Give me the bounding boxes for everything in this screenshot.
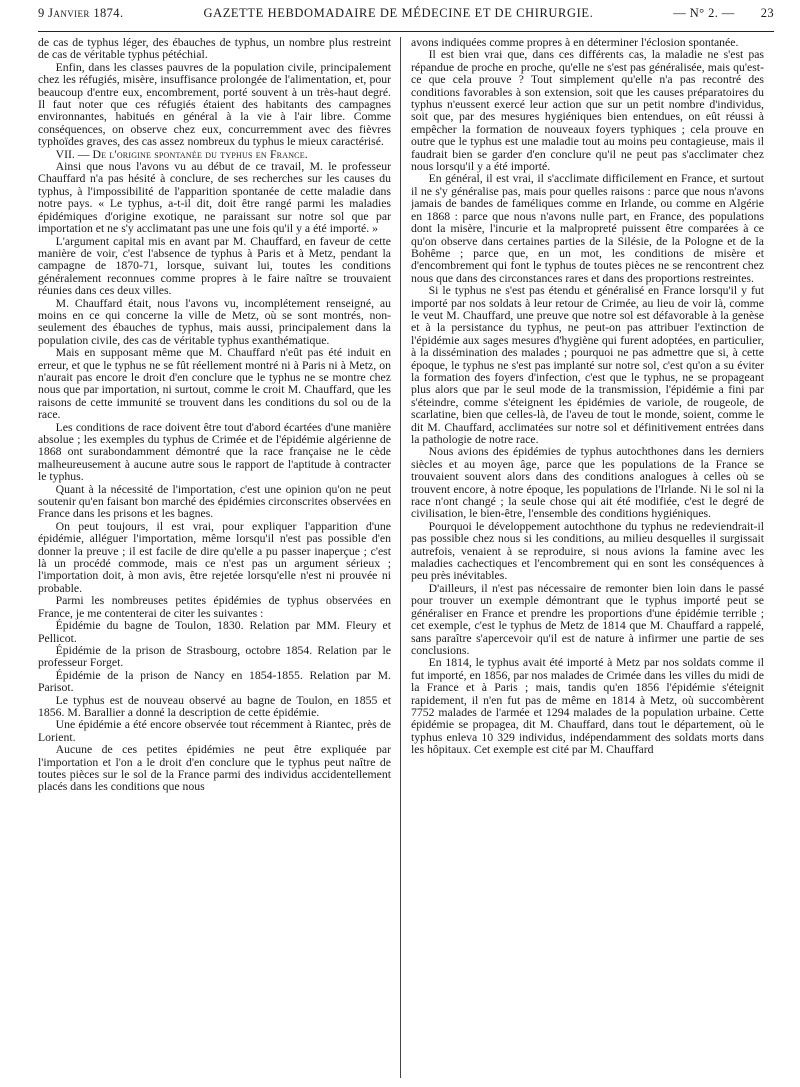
paragraph: Enfin, dans les classes pauvres de la population civile, principalement chez les réfugiés, misère, insuffisance prolongée de l'alimentation, et, pour beaucoup d'entre eux, encombrement, porté souvent à un très-haut degré. Il faut noter que ces réfugiés étaient des habitants des campagnes environnantes, habitués en général à la vie à l'air libre. Comme conséquences, on observe chez eux, concurremment avec des fièvres typhoïdes graves, des cas assez nombreux du typhus le mieux caractérisé. — [38, 60, 391, 149]
paragraph: Épidémie du bagne de Toulon, 1830. Relation par MM. Fleury et Pellicot. — [38, 619, 391, 645]
two-column-body — [38, 37, 774, 1082]
header-date: 9 Janvier 1874. — [38, 6, 124, 20]
paragraph: En 1814, le typhus avait été importé à Metz par nos soldats comme il fut importé, en 1856, par nos malades de Crimée dans les villes du midi de la France et à Paris ; mais, tandis qu'en 1856 l'épidémie s'éteignit rapidement, il n'en fut pas de même en 1814 à Metz, où succombèrent 7752 malades de l'armée et 1294 malades de la population urbaine. Cette épidémie se propagea, dit M. Chauffard, dans tout le département, où le typhus enleva 10 329 individus, indépendamment des soldats morts dans les hôpitaux. Cet exemple est cité par M. Chauffard — [411, 656, 764, 757]
paragraph: Mais en supposant même que M. Chauffard n'eût pas été induit en erreur, et que le typhus ne se fût réellement montré ni à Paris ni à Metz, on n'aurait pas encore le droit d'en conclure que le typhus ne se montre chez nous que par importation, ni surtout, comme le croit M. Chauffard, que les raisons de cette immunité se trouvent dans les conditions du sol ou de la race. — [38, 346, 391, 422]
running-header — [38, 0, 774, 28]
paragraph: Nous avions des épidémies de typhus autochthones dans les derniers siècles et au moyen âge, parce que les populations de la France se trouvaient souvent alors dans des conditions analogues à celles où se trouvent encore, à notre époque, les populations de l'Irlande. Ni le sol ni la race n'ont changé ; la seule chose qui ait été modifiée, c'est le degré de civilisation, le bien-être, l'ensemble des conditions hygiéniques. — [411, 445, 764, 521]
paragraph: En général, il est vrai, il s'acclimate difficilement en France, et surtout il ne s'y généralise pas, mais pour quelles raisons : parce que nous n'avons jamais de bandes de faméliques comme en Irlande, ou comme en Algérie en 1868 : parce que nous n'avons nulle part, en France, des populations dont la misère, l'incurie et la malpropreté puissent être comparées à ce qu'on observe dans certaines parties de la Silésie, de la Pologne et de la Bohême ; parce que, en un mot, les conditions de misère et d'encombrement qui font le typhus de toutes pièces ne se rencontrent chez nous que dans des circonstances rares et dans des proportions restreintes. — [411, 172, 764, 285]
column-divider — [391, 37, 411, 1082]
paragraph: Les conditions de race doivent être tout d'abord écartées d'une manière absolue ; les exemples du typhus de Crimée et de l'épidémie algérienne de 1868 ont surabondamment démontré que la race française ne le cède malheureusement à aucune autre sous le rapport de l'aptitude à contracter le typhus. — [38, 420, 391, 484]
section-number: VII. — — [55, 147, 90, 161]
journal-title: GAZETTE HEBDOMADAIRE DE MÉDECINE ET DE CHIRURGIE. — [203, 6, 594, 20]
paragraph: Épidémie de la prison de Nancy en 1854-1855. Relation par M. Parisot. — [38, 668, 391, 695]
paragraph: Aucune de ces petites épidémies ne peut être expliquée par l'importation et l'on a le droit d'en conclure que le typhus peut naître de toutes pièces sur le sol de la France parmi des individus accidentellement placés dans les conditions que nous — [38, 743, 391, 794]
paragraph: Le typhus est de nouveau observé au bagne de Toulon, en 1855 et 1856. M. Barallier a donné la description de cette épidémie. — [38, 693, 391, 719]
paragraph: Une épidémie a été encore observée tout récemment à Riantec, près de Lorient. — [38, 718, 391, 744]
paragraph: Parmi les nombreuses petites épidémies de typhus observées en France, je me contenterai de citer les suivantes : — [38, 594, 391, 620]
paragraph: Si le typhus ne s'est pas étendu et généralisé en France lorsqu'il y fut importé par nos soldats à leur retour de Crimée, au lieu de voir là, comme le veut M. Chauffard, une preuve que notre sol est défavorable à la genèse et à la persistance du typhus, ne peut-on pas attribuer l'extinction de l'épidémie aux sages mesures d'hygiène qui furent adoptées, en particulier, à la dissémination des malades ; pourquoi ne pas admettre que si, à cette époque, le typhus ne s'est pas implanté sur notre sol, c'est qu'on a su éviter la formation des foyers d'infection, c'est que le typhus, ne se propageant plus alors que par le seul mode de la transmission, l'épidémie a fini par s'éteindre, comme s'éteignent les épidémies de variole, de rougeole, de scarlatine, bien que celles-là, de l'aveu de tout le monde, soient, comme le dit M. Chauffard, acclimatées sur notre sol et définitivement entrées dans la pathologie de notre race. — [411, 284, 764, 446]
paragraph: avons indiquées comme propres à en déterminer l'éclosion spontanée. — [411, 37, 739, 49]
paragraph: Il est bien vrai que, dans ces différents cas, la maladie ne s'est pas répandue de proche en proche, qu'elle ne s'est pas généralisée, mais qu'est-ce que cela prouve ? Tout simplement qu'elle n'a pas recontré des conditions favorables à son extension, soit que les causes préparatoires du typhus n'eussent exercé leur action que sur un petit nombre d'individus, soit que, par des mesures hygiéniques bien entendues, on eût réussi à empêcher la formation de nouveaux foyers typhiques ; cela prouve en outre que le typhus est une maladie tout au moins peu contagieuse, mais il faudrait bien se garder d'en conclure qu'il ne peut pas s'acclimater chez nous lorsqu'il y a été importé. — [411, 48, 764, 174]
left-column — [38, 37, 391, 1082]
paragraph: On peut toujours, il est vrai, pour expliquer l'apparition d'une épidémie, alléguer l'importation, même lorsqu'il n'est pas possible d'en donner la preuve ; il est facile de dire qu'elle a pu passer inaperçue ; c'est là un procédé commode, mais ce n'est pas un argument sérieux ; l'importation doit, à mon avis, être rejetée lorsqu'elle n'est ni prouvée ni probable. — [38, 519, 391, 595]
section-title: De l'origine spontanée du typhus en France. — [92, 147, 308, 161]
right-column — [411, 37, 764, 1082]
page-number: 23 — [760, 6, 774, 20]
paragraph: Quant à la nécessité de l'importation, c'est une opinion qu'on ne peut soutenir qu'en faisant bon marché des épidémies circonscrites observées en France dans les prisons et les bagnes. — [38, 482, 391, 521]
paragraph: Épidémie de la prison de Strasbourg, octobre 1854. Relation par le professeur Forget. — [38, 643, 391, 670]
paragraph: Ainsi que nous l'avons vu au début de ce travail, M. le professeur Chauffard n'a pas hésité à conclure, de ses recherches sur les causes du typhus, à l'impossibilité de l'apparition spontanée de cette maladie dans notre pays. « Le typhus, a-t-il dit, doit être rangé parmi les maladies épidémiques d'origine exotique, ne paraissant sur notre sol que par importation et ne s'y acclimatant pas une une fois qu'il y a été importé. » — [38, 160, 391, 236]
paragraph: M. Chauffard était, nous l'avons vu, incomplétement renseigné, au moins en ce qui concerne la ville de Metz, où se sont montrés, non-seulement des ébauches de typhus, mais aussi, principalement dans la population civile, des cas de véritable typhus exanthématique. — [38, 296, 391, 347]
issue-number: — N° 2. — — [673, 6, 735, 20]
paragraph: D'ailleurs, il n'est pas nécessaire de remonter bien loin dans le passé pour trouver un exemple démontrant que le typhus importé peut se généraliser en France et prendre les proportions d'une épidémie terrible ; cet exemple, c'est le typhus de Metz de 1814 que M. Chauffard a rappelé, sans paraître s'apercevoir qu'il est de nature à infirmer une partie de ses conclusions. — [411, 581, 764, 657]
paragraph: Pourquoi le développement autochthone du typhus ne redeviendrait-il pas possible chez nous si les conditions, au milieu desquelles il surgissait autrefois, venaient à se reproduire, si nous avions la famine avec les maladies cachectiques et l'encombrement qui en sont les conséquences à peu près inévitables. — [411, 519, 764, 583]
paragraph: L'argument capital mis en avant par M. Chauffard, en faveur de cette manière de voir, c'est l'absence de typhus à Paris et à Metz, pendant la campagne de 1870-71, lorsque, suivant lui, toutes les conditions généralement reconnues comme propres à le faire naître se trouvaient réunies dans ces deux villes. — [38, 234, 391, 298]
header-rule — [38, 31, 774, 32]
paragraph: de cas de typhus léger, des ébauches de typhus, un nombre plus restreint de cas de véritable typhus pétéchial. — [38, 37, 391, 62]
